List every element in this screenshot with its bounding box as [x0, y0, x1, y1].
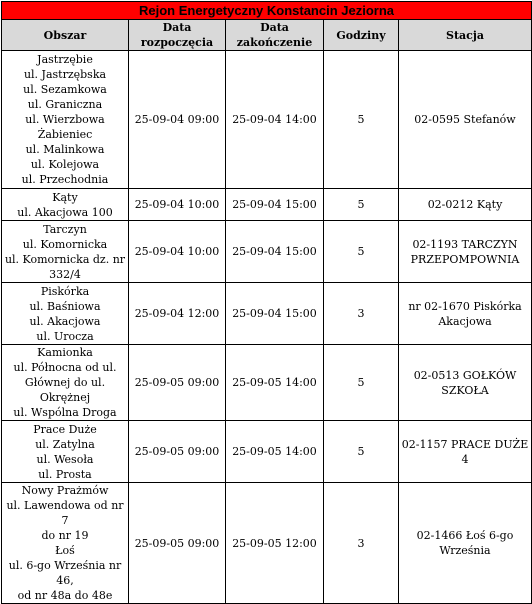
area-cell: [2, 221, 129, 283]
table-title: Rejon Energetyczny Konstancin Jeziorna: [2, 2, 532, 20]
area-line: ul. 6-go Września nr 46,: [8, 559, 122, 587]
header-start: Data rozpoczęcia: [129, 20, 226, 51]
area-line: ul. Kolejowa: [30, 158, 100, 171]
area-line: ul. Komornicka: [22, 237, 108, 251]
outage-table: [1, 1, 532, 604]
area-line: Nowy Prażmów: [21, 484, 109, 497]
end-date-cell: 25-09-04 14:00: [226, 51, 324, 189]
area-line: Jastrzębie: [37, 53, 93, 66]
end-date-cell: 25-09-05 14:00: [226, 345, 324, 421]
hours-cell: 5: [324, 345, 399, 421]
header-end: Data zakończenie: [226, 20, 324, 51]
hours-cell: 3: [324, 483, 399, 604]
area-line: ul. Akacjowa 100: [17, 205, 113, 219]
table-body: [2, 51, 532, 604]
area-line: ul. Akacjowa: [29, 314, 101, 328]
end-date-cell: 25-09-05 12:00: [226, 483, 324, 604]
station-cell: nr 02-1670 Piskórka Akacjowa: [399, 283, 532, 345]
station-cell: 02-0212 Kąty: [399, 189, 532, 221]
area-line: ul. Wierzbowa: [25, 113, 105, 126]
station-cell: 02-0595 Stefanów: [399, 51, 532, 189]
hours-cell: 5: [324, 221, 399, 283]
station-cell: 02-1466 Łoś 6-go Września: [399, 483, 532, 604]
header-area: Obszar: [2, 20, 129, 51]
area-cell: [2, 283, 129, 345]
area-line: ul. Prosta: [38, 467, 92, 481]
area-line: od nr 48a do 48e: [17, 589, 113, 602]
hours-cell: 3: [324, 283, 399, 345]
area-line: ul. Wspólna Droga: [13, 406, 117, 419]
header-hours: Godziny: [324, 20, 399, 51]
area-line: Żabieniec: [37, 128, 93, 141]
area-line: ul. Graniczna: [27, 98, 103, 111]
area-cell: [2, 421, 129, 483]
area-line: ul. Zatylna: [35, 437, 95, 451]
area-line: ul. Lawendowa od nr 7: [6, 499, 124, 527]
end-date-cell: 25-09-04 15:00: [226, 283, 324, 345]
start-date-cell: 25-09-04 10:00: [129, 189, 226, 221]
table-row: [2, 345, 532, 421]
station-cell: 02-1193 TARCZYN PRZEPOMPOWNIA: [399, 221, 532, 283]
table-row: [2, 221, 532, 283]
end-date-cell: 25-09-05 14:00: [226, 421, 324, 483]
header-station: Stacja: [399, 20, 532, 51]
area-line: ul. Malinkowa: [25, 143, 105, 156]
area-cell: [2, 345, 129, 421]
table-row: [2, 421, 532, 483]
station-cell: 02-0513 GOŁKÓW SZKOŁA: [399, 345, 532, 421]
area-line: do nr 19: [41, 529, 89, 542]
area-line: ul. Wesoła: [36, 452, 94, 466]
start-date-cell: 25-09-05 09:00: [129, 483, 226, 604]
area-line: ul. Komornicka dz. nr: [4, 252, 126, 266]
station-cell: 02-1157 PRACE DUŻE 4: [399, 421, 532, 483]
table-row: [2, 483, 532, 604]
start-date-cell: 25-09-04 09:00: [129, 51, 226, 189]
area-line: Kąty: [52, 190, 78, 204]
area-cell: [2, 483, 129, 604]
area-line: ul. Północna od ul.: [13, 361, 117, 374]
area-line: Prace Duże: [33, 422, 97, 436]
area-line: ul. Sezamkowa: [23, 83, 107, 96]
area-line: ul. Przechodnia: [21, 173, 109, 186]
area-line: ul. Jastrzębska: [23, 68, 107, 81]
hours-cell: 5: [324, 421, 399, 483]
outage-schedule: [1, 1, 531, 604]
area-line: 332/4: [49, 267, 81, 281]
end-date-cell: 25-09-04 15:00: [226, 189, 324, 221]
start-date-cell: 25-09-05 09:00: [129, 345, 226, 421]
table-row: [2, 283, 532, 345]
start-date-cell: 25-09-04 12:00: [129, 283, 226, 345]
area-cell: [2, 189, 129, 221]
area-line: Kamionka: [37, 346, 93, 359]
area-line: Piskórka: [40, 284, 90, 298]
start-date-cell: 25-09-04 10:00: [129, 221, 226, 283]
hours-cell: 5: [324, 189, 399, 221]
area-line: Tarczyn: [43, 222, 87, 236]
area-cell: [2, 51, 129, 189]
area-line: Łoś: [55, 544, 75, 557]
table-row: [2, 189, 532, 221]
hours-cell: 5: [324, 51, 399, 189]
end-date-cell: 25-09-04 15:00: [226, 221, 324, 283]
table-row: [2, 51, 532, 189]
area-line: ul. Baśniowa: [29, 299, 101, 313]
area-line: ul. Urocza: [36, 329, 94, 343]
area-line: Głównej do ul. Okrężnej: [24, 376, 106, 404]
start-date-cell: 25-09-05 09:00: [129, 421, 226, 483]
